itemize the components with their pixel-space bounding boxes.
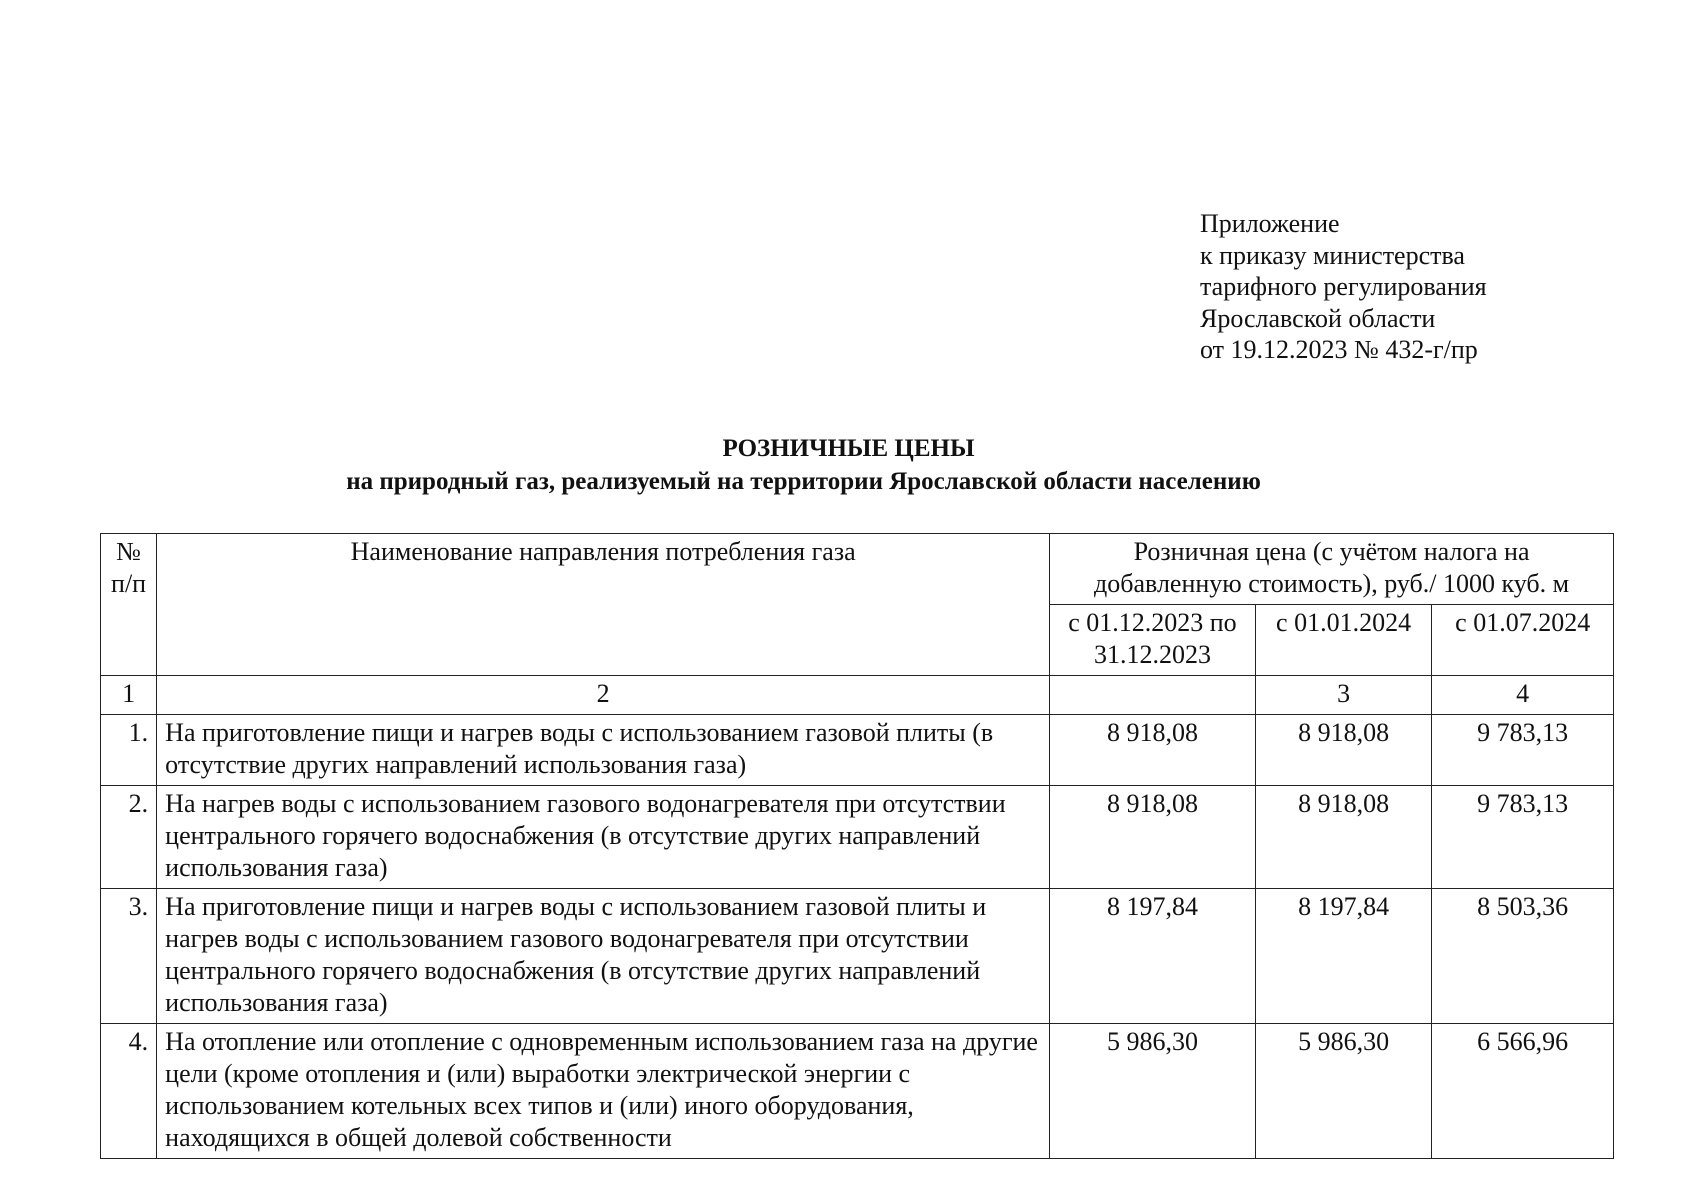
header-period-3: с 01.07.2024 bbox=[1432, 605, 1614, 676]
price-cell: 5 986,30 bbox=[1255, 1024, 1432, 1159]
price-cell: 5 986,30 bbox=[1050, 1024, 1256, 1159]
price-cell: 8 918,08 bbox=[1255, 786, 1432, 889]
table-row bbox=[101, 786, 1614, 889]
row-number: 2. bbox=[101, 786, 157, 889]
appendix-line: к приказу министерства bbox=[1200, 240, 1465, 270]
price-cell: 8 503,36 bbox=[1432, 889, 1614, 1024]
price-cell: 6 566,96 bbox=[1432, 1024, 1614, 1159]
row-name: На нагрев воды с использованием газового водонагревателя при отсутствии центрального горячего водоснабжения (в отсутствие других направлений использования газа) bbox=[157, 786, 1050, 889]
numbering-cell bbox=[1050, 676, 1256, 715]
numbering-cell: 1 bbox=[101, 676, 157, 715]
row-number: 1. bbox=[101, 715, 157, 786]
header-number: № п/п bbox=[101, 534, 157, 676]
document-title bbox=[0, 432, 1697, 498]
header-name: Наименование направления потребления газа bbox=[157, 534, 1050, 676]
header-price: Розничная цена (с учётом налога на добавленную стоимость), руб./ 1000 куб. м bbox=[1050, 534, 1614, 605]
row-number: 4. bbox=[101, 1024, 157, 1159]
price-cell: 8 918,08 bbox=[1050, 786, 1256, 889]
row-name: На приготовление пищи и нагрев воды с использованием газовой плиты и нагрев воды с использованием газового водонагревателя при отсутствии центрального горячего водоснабжения (в отсутствие других направлений использования газа) bbox=[157, 889, 1050, 1024]
row-number: 3. bbox=[101, 889, 157, 1024]
appendix-block bbox=[1200, 208, 1487, 366]
appendix-line: тарифного регулирования bbox=[1200, 272, 1487, 301]
price-cell: 8 918,08 bbox=[1255, 715, 1432, 786]
numbering-cell: 2 bbox=[157, 676, 1050, 715]
header-period-1: с 01.12.2023 по 31.12.2023 bbox=[1050, 605, 1256, 676]
table-row bbox=[101, 1024, 1614, 1159]
appendix-line: Приложение bbox=[1200, 209, 1340, 238]
header-period-2: с 01.01.2024 bbox=[1255, 605, 1432, 676]
price-cell: 8 918,08 bbox=[1050, 715, 1256, 786]
price-cell: 8 197,84 bbox=[1050, 889, 1256, 1024]
title-subtitle: на природный газ, реализуемый на территории Ярославской области населению bbox=[346, 468, 1261, 495]
table-row bbox=[101, 889, 1614, 1024]
numbering-cell: 4 bbox=[1432, 676, 1614, 715]
price-table bbox=[100, 533, 1614, 1159]
table-row bbox=[101, 715, 1614, 786]
row-name: На приготовление пищи и нагрев воды с использованием газовой плиты (в отсутствие других направлений использования газа) bbox=[157, 715, 1050, 786]
numbering-row bbox=[101, 676, 1614, 715]
price-cell: 8 197,84 bbox=[1255, 889, 1432, 1024]
price-cell: 9 783,13 bbox=[1432, 715, 1614, 786]
title-main: РОЗНИЧНЫЕ ЦЕНЫ bbox=[722, 435, 975, 462]
appendix-line: Ярославской области bbox=[1200, 303, 1436, 333]
appendix-date-number: от 19.12.2023 № 432-г/пр bbox=[1200, 335, 1478, 364]
header-row bbox=[101, 534, 1614, 605]
numbering-cell: 3 bbox=[1255, 676, 1432, 715]
price-cell: 9 783,13 bbox=[1432, 786, 1614, 889]
row-name: На отопление или отопление с одновременным использованием газа на другие цели (кроме отопления и (или) выработки электрической энергии с использованием котельных всех типов и (или) иного оборудования, находящихся в общей долевой собственности bbox=[157, 1024, 1050, 1159]
